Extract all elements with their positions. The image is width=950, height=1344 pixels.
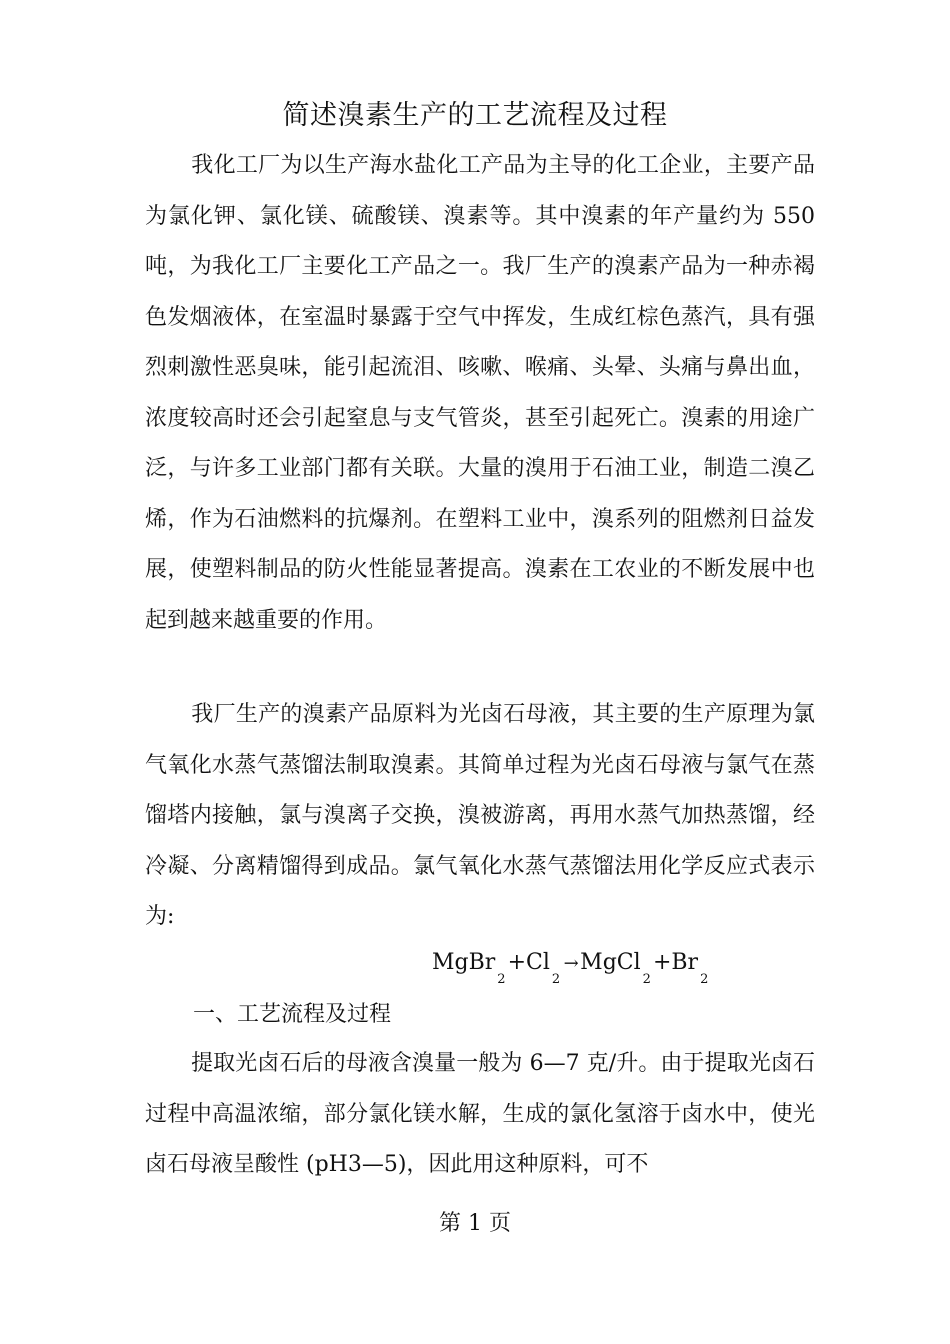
reaction-arrow-icon: → [563, 953, 579, 974]
paragraph-process [145, 1039, 815, 1191]
formula-term-br: +Br [652, 950, 699, 975]
section-heading: 一、工艺流程及过程 [193, 1002, 392, 1027]
formula-subscript: 2 [642, 972, 651, 987]
formula-term-mgcl: MgCl [580, 950, 641, 975]
page-number: 第 1 页 [439, 1211, 511, 1236]
paragraph-principle-text: 我厂生产的溴素产品原料为光卤石母液，其主要的生产原理为氯气氧化水蒸气蒸馏法制取溴素。其简单过程为光卤石母液与氯气在蒸馏塔内接触，氯与溴离子交换，溴被游离，再用水蒸气加热蒸馏，经冷凝、分离精馏得到成品。氯气氧化水蒸气蒸馏法用化学反应式表示为: [145, 702, 815, 929]
paragraph-principle [145, 690, 815, 943]
formula-subscript: 2 [700, 972, 709, 987]
paragraph-intro [145, 141, 815, 646]
document-title: 简述溴素生产的工艺流程及过程 [282, 100, 668, 131]
formula-term-cl: +Cl [507, 950, 550, 975]
paragraph-process-text: 提取光卤石后的母液含溴量一般为 6—7 克/升。由于提取光卤石过程中高温浓缩，部分氯化镁水解，生成的氯化氢溶于卤水中，使光卤石母液呈酸性 (pH3—5)，因此用这种原料，可不 [145, 1051, 815, 1177]
formula-subscript: 2 [497, 972, 506, 987]
formula-term-mgbr: MgBr [432, 950, 496, 975]
formula-subscript: 2 [551, 972, 561, 987]
chemical-equation [432, 948, 710, 995]
paragraph-intro-text: 我化工厂为以生产海水盐化工产品为主导的化工企业，主要产品为氯化钾、氯化镁、硫酸镁、溴素等。其中溴素的年产量约为 550 吨，为我化工厂主要化工产品之一。我厂生产的溴素产品为一种赤褐色发烟液体，在室温时暴露于空气中挥发，生成红棕色蒸汽，具有强烈刺激性恶臭味，能引起流泪、咳嗽、喉痛、头晕、头痛与鼻出血，浓度较高时还会引起窒息与支气管炎，甚至引起死亡。溴素的用途广泛，与许多工业部门都有关联。大量的溴用于石油工业，制造二溴乙烯，作为石油燃料的抗爆剂。在塑料工业中，溴系列的阻燃剂日益发展，使塑料制品的防火性能显著提高。溴素在工农业的不断发展中也起到越来越重要的作用。 [145, 153, 815, 633]
